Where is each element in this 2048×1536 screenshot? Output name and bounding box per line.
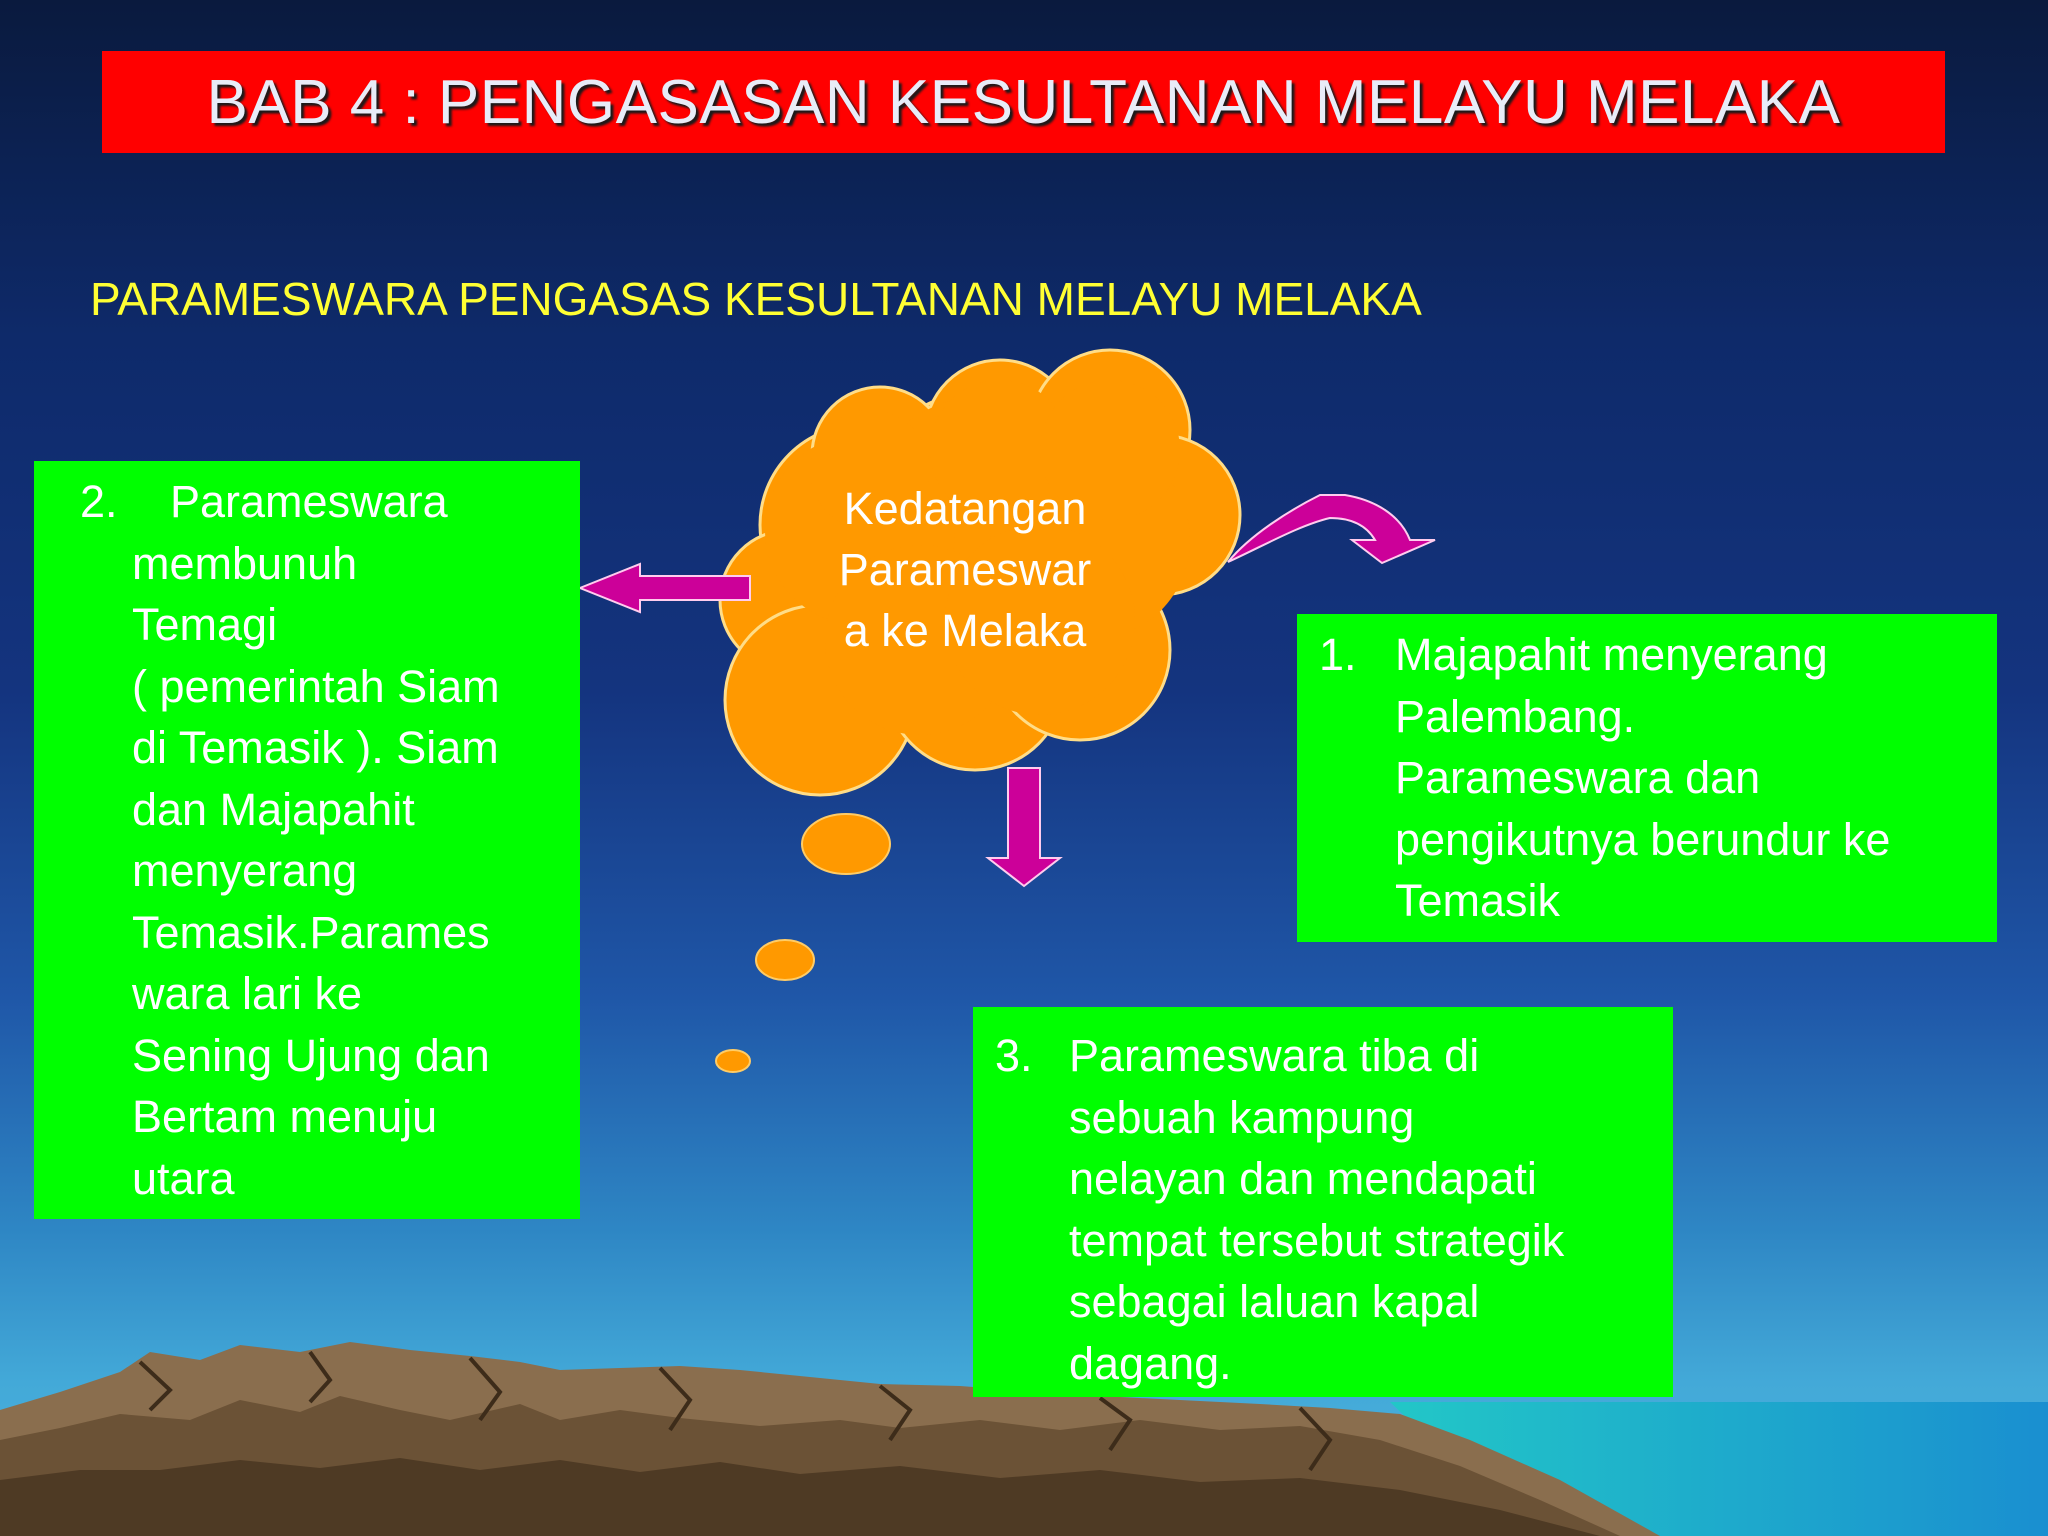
point-1-number: 1. (1319, 629, 1357, 680)
cloud-line: Kedatangan (843, 483, 1087, 534)
point-2-line: Sening Ujung dan (132, 1029, 490, 1081)
point-3-text (1069, 1025, 1669, 1394)
point-1-box (1297, 614, 1997, 942)
thought-bubble-medium (756, 940, 814, 980)
point-2-line: di Temasik ). Siam (132, 722, 499, 773)
point-1-line: Temasik (1395, 875, 1561, 926)
cloud-line: Parameswar (838, 544, 1092, 595)
point-3-line: nelayan dan mendapati (1069, 1153, 1537, 1204)
point-2-line: wara lari ke (132, 968, 363, 1019)
point-3-line: sebuah kampung (1069, 1091, 1415, 1143)
point-2-line: dan Majapahit (132, 783, 415, 835)
point-2-line: Temagi (132, 599, 278, 650)
point-2-number: 2. (80, 476, 118, 527)
point-2-line: Parameswara (170, 476, 448, 527)
thought-bubble-large (802, 814, 890, 874)
point-1-line: pengikutnya berundur ke (1395, 813, 1891, 865)
title-bar (102, 51, 1945, 153)
point-3-box (973, 1007, 1673, 1397)
point-3-line: sebagai laluan kapal (1069, 1276, 1480, 1327)
center-cloud-text (800, 478, 1130, 661)
point-3-number: 3. (995, 1030, 1033, 1081)
point-2-line: menyerang (132, 845, 358, 896)
point-2-line: Bertam menuju (132, 1091, 438, 1142)
point-3-line: tempat tersebut strategik (1069, 1214, 1565, 1266)
arrow-curved-right (1228, 495, 1435, 563)
thought-bubble-small (716, 1050, 750, 1072)
point-2-line: utara (132, 1152, 235, 1204)
point-1-line: Parameswara dan (1395, 752, 1761, 803)
point-1-text (1395, 624, 1995, 932)
point-1-line: Majapahit menyerang (1395, 629, 1828, 680)
slide-title: BAB 4 : PENGASASAN KESULTANAN MELAYU MELAKA (206, 67, 1841, 137)
cloud-line: a ke Melaka (843, 605, 1087, 656)
point-2-line: Temasik.Parames (132, 906, 490, 958)
point-2-text (132, 471, 572, 1209)
point-2-line: ( pemerintah Siam (132, 660, 500, 712)
point-3-line: dagang. (1069, 1337, 1232, 1389)
slide-subtitle: PARAMESWARA PENGASAS KESULTANAN MELAYU MELAKA (90, 273, 1422, 325)
point-2-box (34, 461, 580, 1219)
arrow-down (988, 768, 1060, 886)
point-3-line: Parameswara tiba di (1069, 1030, 1480, 1081)
point-1-line: Palembang. (1395, 690, 1636, 742)
point-2-line: membunuh (132, 537, 358, 589)
